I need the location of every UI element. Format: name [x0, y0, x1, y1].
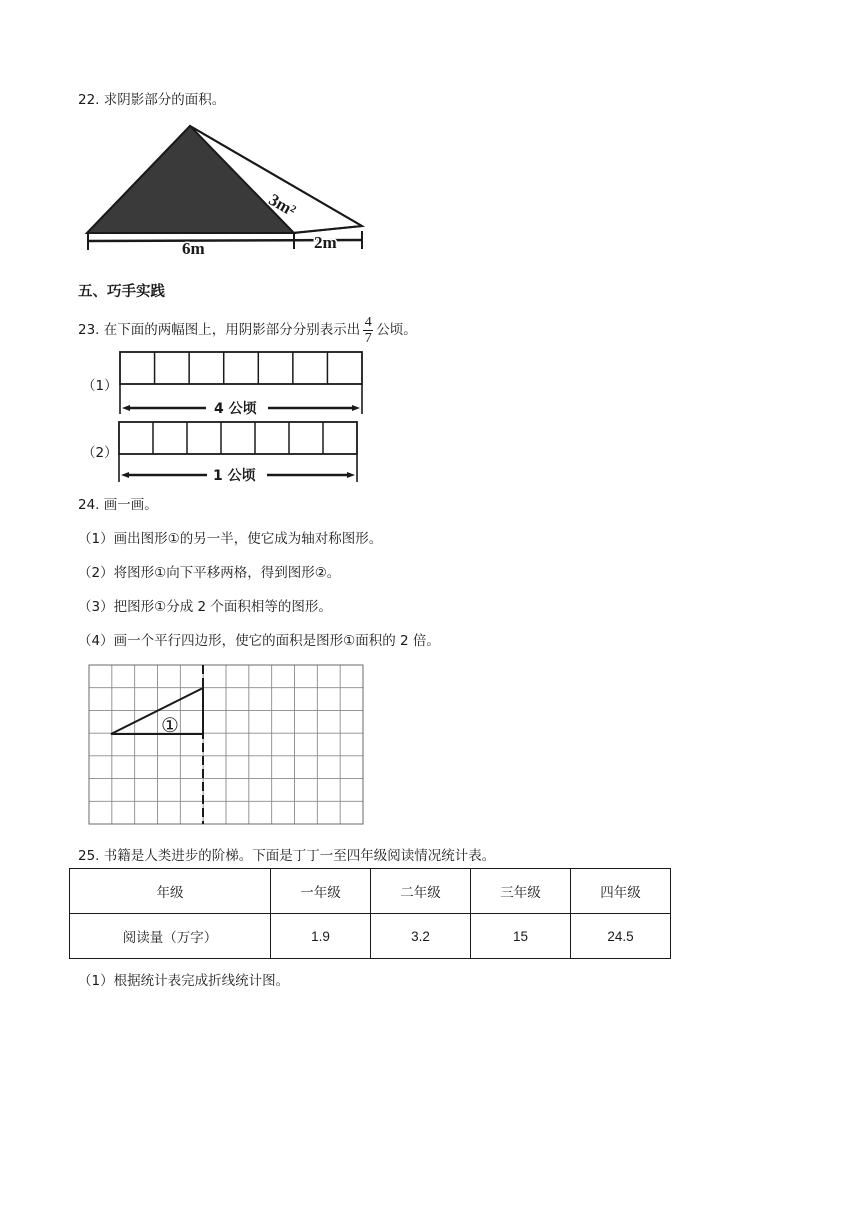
section-heading: 五、巧手实践 — [78, 284, 165, 300]
table-cell: 四年级 — [571, 869, 671, 914]
q23-text-prefix: 23. 在下面的两幅图上，用阴影部分分别表示出 — [78, 322, 361, 338]
q25-text: 25. 书籍是人类进步的阶梯。下面是丁丁一至四年级阅读情况统计表。 — [78, 848, 496, 864]
table-header-row — [70, 869, 671, 914]
q24-text: 24. 画一画。 — [78, 497, 158, 513]
q23-text-suffix: 公顷。 — [376, 322, 417, 338]
q23-part1-label: （1） — [82, 378, 118, 394]
shaded-triangle — [87, 126, 294, 233]
label-3m2: 3m² — [265, 189, 300, 221]
table-cell: 1.9 — [271, 914, 371, 959]
table-cell: 阅读量（万字） — [70, 914, 271, 959]
shape-1-label: ① — [161, 715, 179, 737]
bar1-label: 4 公顷 — [214, 401, 257, 417]
q24-item-3: （3）把图形①分成 2 个面积相等的图形。 — [78, 599, 332, 615]
shape-1-triangle — [111, 688, 203, 734]
table-cell: 3.2 — [371, 914, 471, 959]
q24-item-1: （1）画出图形①的另一半，使它成为轴对称图形。 — [78, 531, 383, 547]
table-cell: 年级 — [70, 869, 271, 914]
table-cell: 三年级 — [471, 869, 571, 914]
q24-grid-figure — [88, 664, 366, 826]
q23-text — [78, 313, 417, 347]
table-cell: 二年级 — [371, 869, 471, 914]
table-cell: 一年级 — [271, 869, 371, 914]
q24-item-4: （4）画一个平行四边形，使它的面积是图形①面积的 2 倍。 — [78, 633, 440, 649]
table-row — [70, 914, 671, 959]
q23-bar1-figure — [118, 350, 366, 418]
table-cell: 15 — [471, 914, 571, 959]
q25-sub-1: （1）根据统计表完成折线统计图。 — [78, 973, 290, 989]
fraction-4-7 — [363, 315, 373, 346]
q23-bar2-figure — [115, 418, 363, 486]
label-2m: 2m — [314, 233, 337, 252]
q22-text: 22. 求阴影部分的面积。 — [78, 92, 226, 108]
fraction-numerator: 4 — [364, 314, 372, 330]
reading-stats-table — [69, 868, 671, 959]
q23-part2-label: （2） — [82, 445, 118, 461]
q24-item-2: （2）将图形①向下平移两格，得到图形②。 — [78, 565, 341, 581]
fraction-denominator: 7 — [364, 330, 372, 346]
label-6m: 6m — [182, 239, 205, 257]
q22-triangle-figure — [82, 122, 372, 257]
table-cell: 24.5 — [571, 914, 671, 959]
bar2-label: 1 公顷 — [213, 468, 256, 484]
